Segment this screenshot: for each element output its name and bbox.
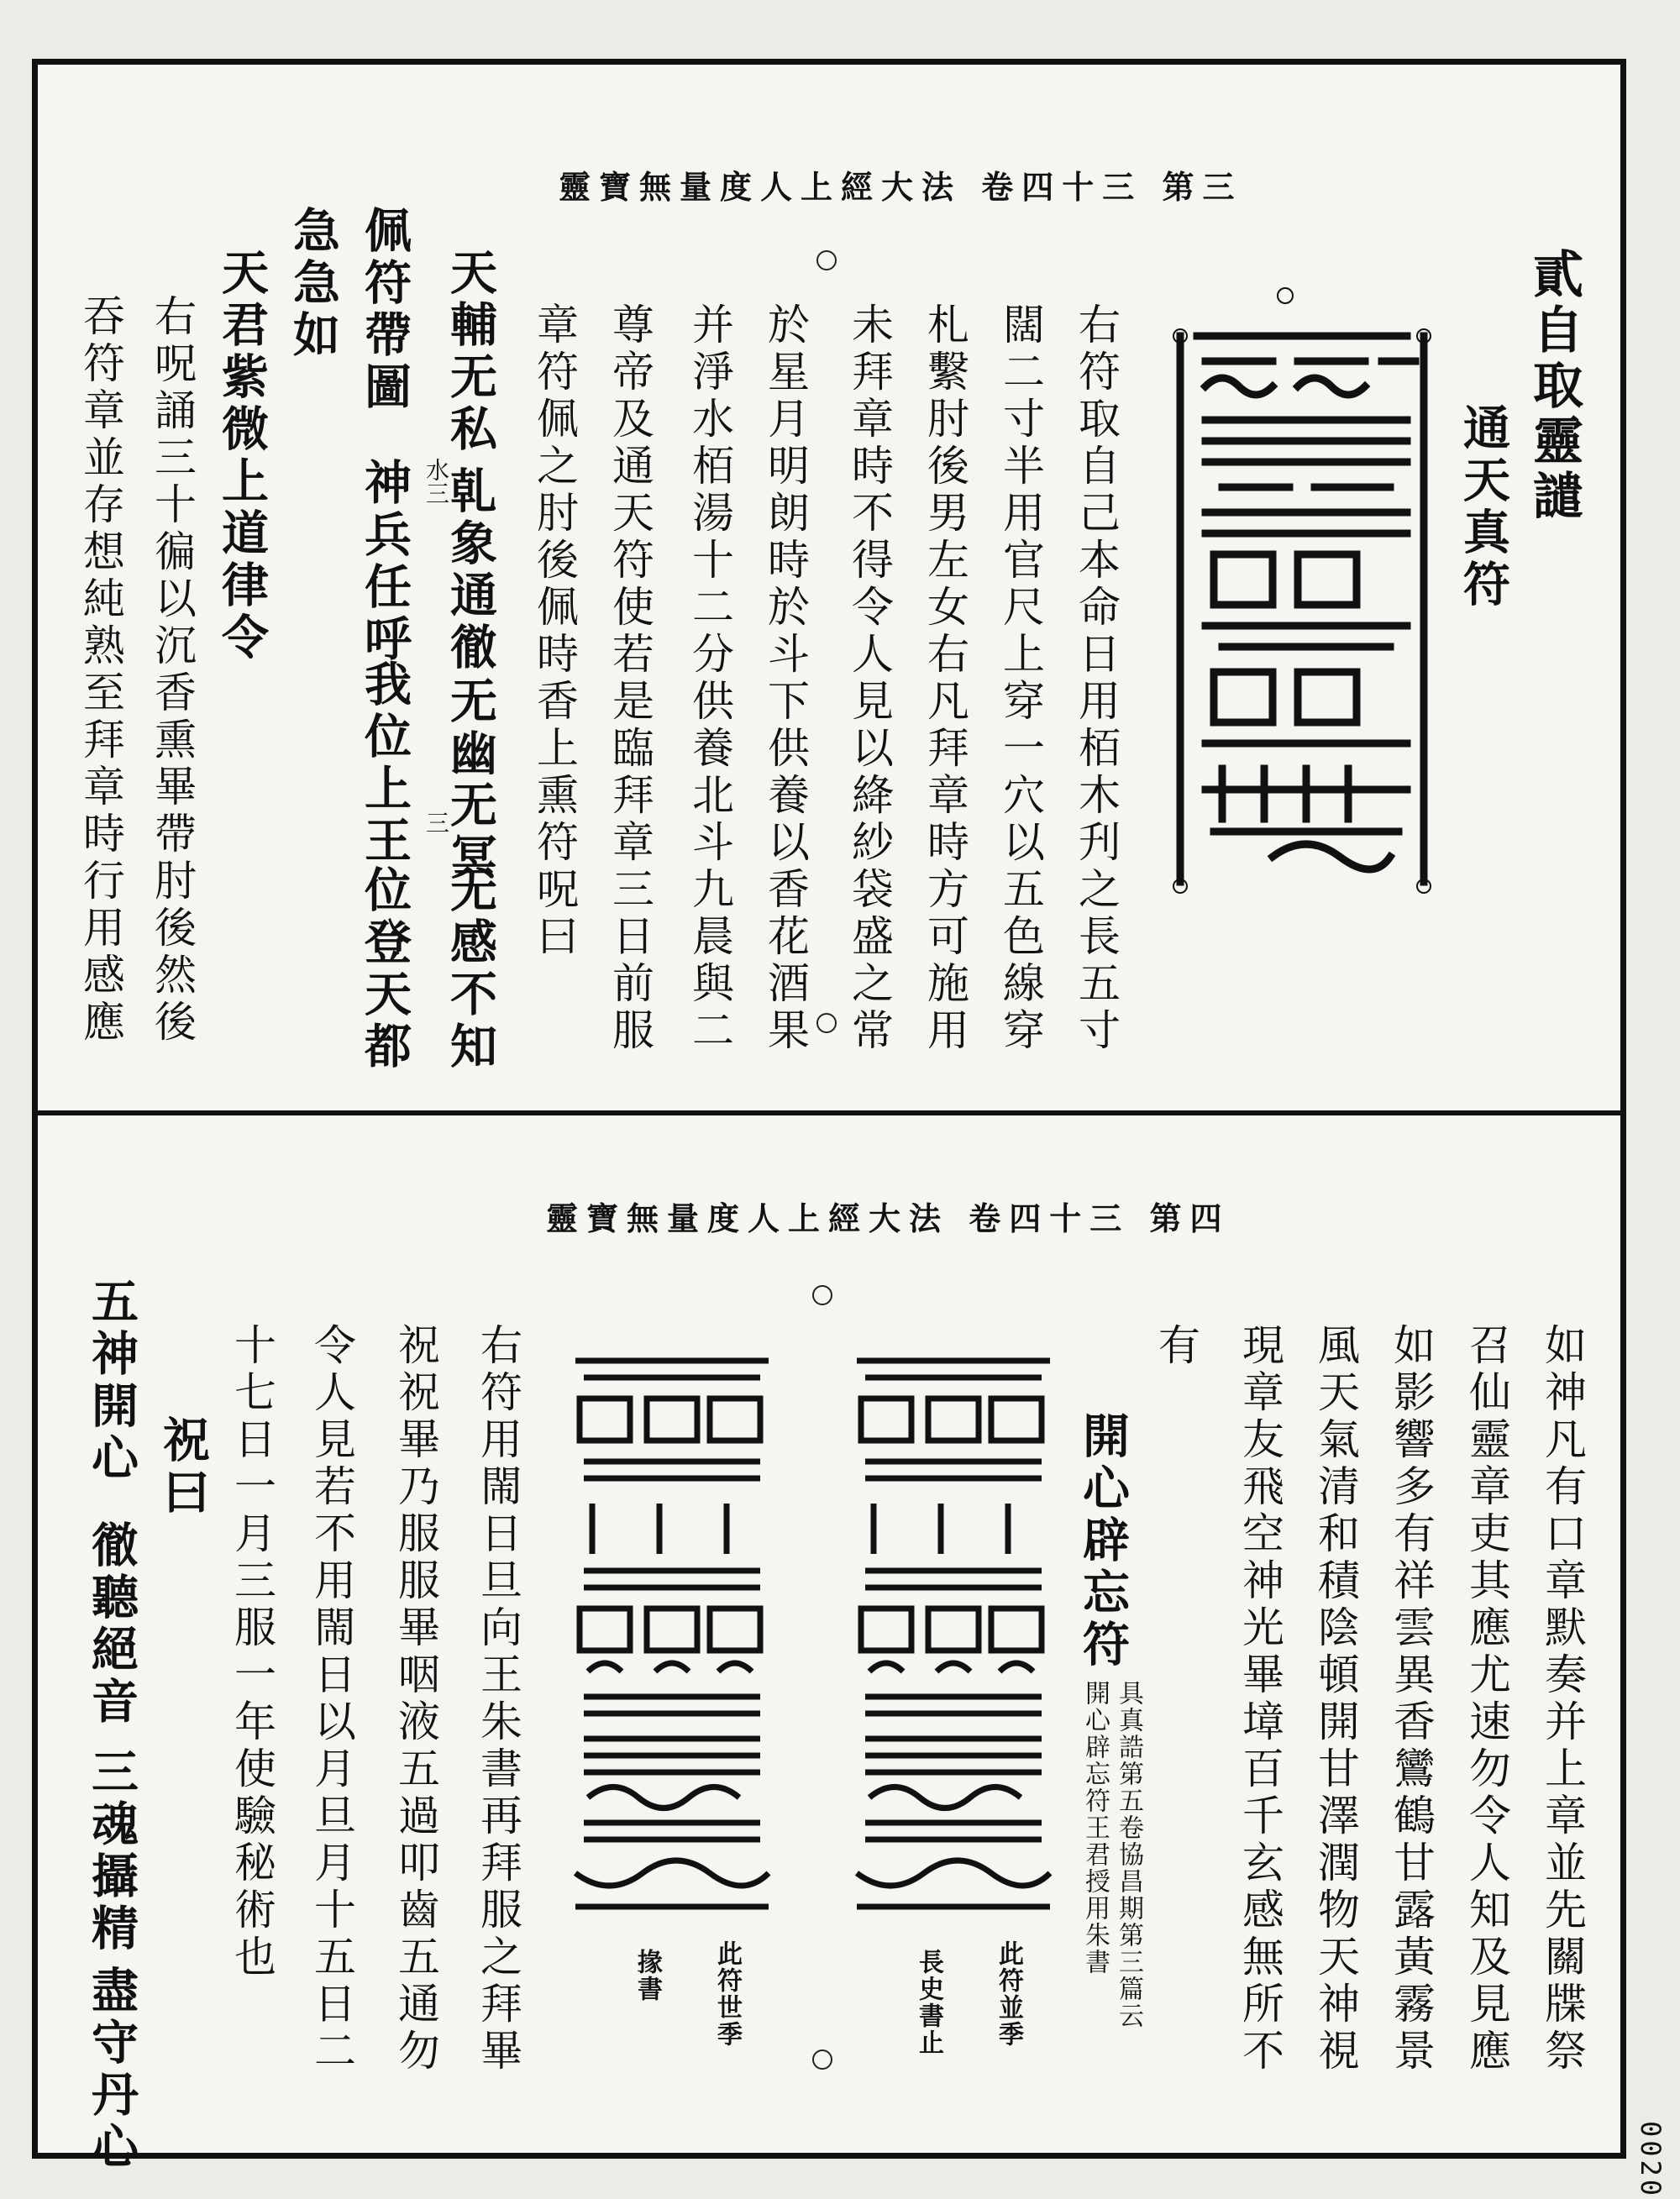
top-talisman-name: 通天真符 <box>1456 403 1511 611</box>
final-line-1: 五神開心 <box>84 1277 139 1485</box>
zhu-yue: 祝曰 <box>155 1415 211 1519</box>
final-line-2: 徹聽絕音 <box>84 1520 139 1729</box>
top-closing-col-1: 右呪誦三十徧以沉香熏畢帶肘後然後 <box>148 294 197 1047</box>
bottom-header: 靈寶無量度人上經大法 卷四十三 第四 <box>546 1199 1231 1237</box>
top-title: 貳自取靈譴 <box>1525 248 1583 525</box>
spell-line-2b: 神兵任呼 <box>357 458 412 666</box>
top-header: 靈寶無量度人上經大法 卷四十三 第三 <box>559 168 1243 206</box>
spell-line-2c: 我位上王 <box>357 659 412 868</box>
page-divider <box>32 1110 1626 1115</box>
page-number: 0020 <box>1635 2121 1667 2199</box>
bottom-text-col-4: 風天氣清和積陰頓開甘澤潤物天神視 <box>1311 1323 1360 2076</box>
bottom-text-col-3: 如影響多有祥雲異香鸞鶴甘露黃霧景 <box>1387 1323 1436 2076</box>
label-a-1: 此符並季 <box>994 1940 1023 2048</box>
bottom-left-col-4: 十七日一月三服一年使驗秘術也 <box>228 1323 276 1981</box>
bottom-text-col-1: 如神凡有口章默奏并上章並先關牒祭 <box>1538 1323 1587 2076</box>
circle-mark <box>812 1285 832 1305</box>
kaixin-talisman-a-image <box>848 1352 1058 1923</box>
top-text-col-2: 闊二寸半用官尺上穿一穴以五色線穿 <box>996 302 1045 1055</box>
label-b-1: 此符世季 <box>712 1940 742 2048</box>
top-text-col-3: 札繫肘後男左女右凡拜章時方可施用 <box>921 302 969 1055</box>
circle-mark <box>816 1013 837 1033</box>
tongtian-talisman-image <box>1172 286 1432 907</box>
circle-mark <box>812 2049 832 2070</box>
top-text-col-8: 章符佩之肘後佩時香上熏符呪曰 <box>530 302 579 961</box>
kaixin-talisman-b-image <box>567 1352 777 1923</box>
spell-line-2d: 位登天都 <box>357 865 412 1073</box>
label-b-2: 掾書 <box>633 1949 662 2002</box>
final-line-4: 盡守丹心 <box>84 1965 139 2174</box>
top-closing-col-2: 吞符章並存想純熟至拜章時行用感應 <box>76 294 125 1047</box>
top-text-col-5: 於星月明朗時於斗下供養以香花酒果 <box>761 302 810 1055</box>
spell-line-1b: 乹象通徹 <box>443 466 498 674</box>
top-text-col-1: 右符取自己本命日用栢木刋之長五寸 <box>1072 302 1121 1055</box>
top-text-col-7: 尊帝及通天符使若是臨拜章三日前服 <box>606 302 654 1055</box>
top-text-col-4: 未拜章時不得令人見以絳紗袋盛之常 <box>845 302 894 1055</box>
bottom-text-col-5: 現章友飛空神光畢墇百千玄感無所不 <box>1236 1323 1284 2076</box>
bottom-left-col-1: 右符用閙日旦向王朱書再拜服之拜畢 <box>474 1323 522 2076</box>
bottom-text-col-2: 召仙靈章吏其應尤速勿令人知及見應 <box>1462 1323 1511 2076</box>
spell-small-note: 水三 <box>423 458 450 505</box>
top-text-col-6: 并淨水栢湯十二分供養北斗九晨與二 <box>685 302 734 1055</box>
label-a-2: 長史書止 <box>914 1949 943 2056</box>
spell-small-note-2: 三 <box>423 811 450 834</box>
bottom-you: 有 <box>1152 1323 1200 1370</box>
final-line-3: 三魂攝精 <box>84 1747 139 1955</box>
spell-line-1d: 无感不知 <box>443 865 498 1073</box>
bottom-talisman-note-2: 開心辟忘符王君授用朱書 <box>1080 1680 1110 1976</box>
bottom-left-col-2: 祝祝畢乃服服畢咽液五過叩齒五通勿 <box>391 1323 440 2076</box>
bottom-talisman-name: 開心辟忘符 <box>1075 1411 1131 1672</box>
bottom-left-col-3: 令人見若不用閙日以月旦月十五日二 <box>307 1323 356 2076</box>
circle-mark <box>816 250 837 270</box>
spell-line-1c: 无幽无冥 <box>443 676 498 884</box>
bottom-talisman-note-1: 具真誥第五卷協昌期第三篇云 <box>1114 1680 1143 2029</box>
spell-line-4: 天君紫微上道律令 <box>214 248 270 664</box>
spell-line-3: 急急如 <box>286 206 341 362</box>
spell-line-1a: 天輔无私 <box>443 248 498 456</box>
spell-line-2a: 佩符帶圖 <box>357 206 412 414</box>
